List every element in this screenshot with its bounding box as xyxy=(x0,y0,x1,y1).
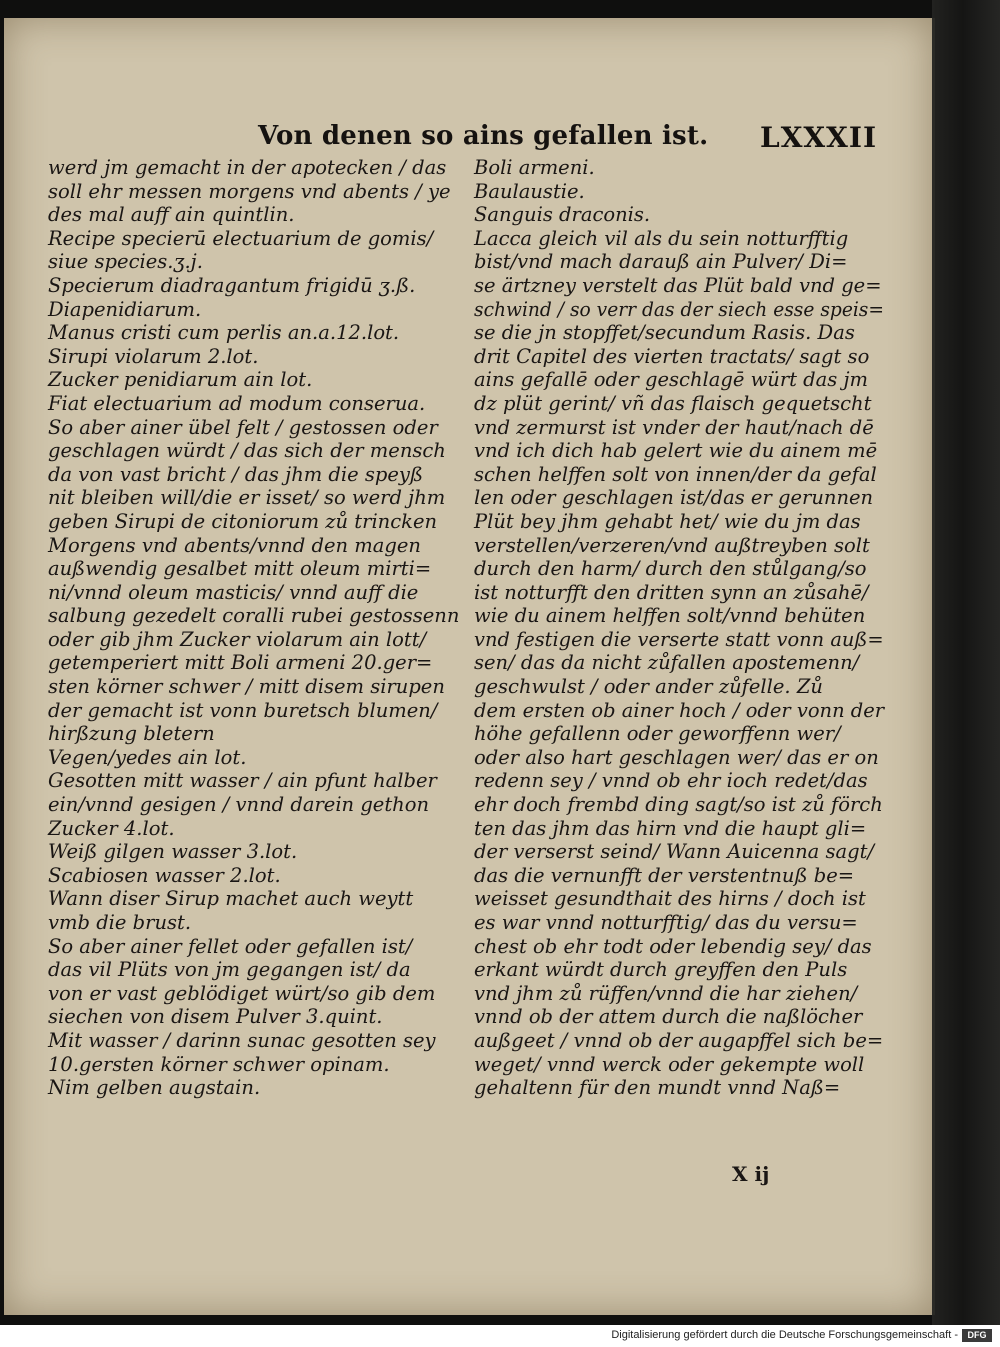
text-line: Weiß gilgen wasser 3.lot. xyxy=(48,840,298,864)
text-line: vnd festigen die verserte statt vonn auß= xyxy=(474,627,884,651)
text-line: Wann diser Sirup machet auch weytt xyxy=(48,887,414,911)
text-line: weisset gesundthait des hirns / doch ist xyxy=(474,887,866,911)
text-line: wie du ainem helffen solt/vnnd behüten xyxy=(474,604,866,628)
text-line: sten körner schwer / mitt disem sirupen xyxy=(48,675,445,699)
text-line: dem ersten ob ainer hoch / oder vonn der xyxy=(474,698,885,722)
text-line: vnd zermurst ist vnder der haut/nach dē xyxy=(474,415,874,439)
left-text-column xyxy=(48,156,462,1100)
text-line: ni/vnnd oleum masticis/ vnnd auff die xyxy=(48,580,419,604)
text-line: Sirupi violarum 2.lot. xyxy=(48,344,259,368)
text-line: vnd ich dich hab gelert wie du ainem mē xyxy=(474,439,878,463)
funding-credit: Digitalisierung gefördert durch die Deutsche Forschungsgemeinschaft - xyxy=(611,1329,958,1341)
text-line: hirßzung bletern xyxy=(48,722,215,746)
running-title: Von denen so ains gefallen ist. xyxy=(258,121,709,151)
text-line: nit bleiben will/die er isset/ so werd jhm xyxy=(48,486,446,510)
text-line: Baulaustie. xyxy=(474,179,585,203)
text-line: der gemacht ist vonn buretsch blumen/ xyxy=(48,698,438,722)
text-line: schen helffen solt von innen/der da gefal xyxy=(474,462,877,486)
text-line: geschlagen würdt / das sich der mensch xyxy=(48,439,446,463)
right-text-column xyxy=(474,156,884,1100)
text-line: drit Capitel des vierten tractats/ sagt so xyxy=(474,344,870,368)
book-spine xyxy=(932,0,1000,1325)
folio-number: LXXXII xyxy=(760,121,878,154)
text-line: von er vast geblödiget würt/so gib dem xyxy=(48,981,436,1005)
text-line: ains gefallē oder geschlagē würt das jm xyxy=(474,368,869,392)
text-line: durch den harm/ durch den stůlgang/so xyxy=(474,557,867,581)
text-line: das die vernunfft der verstentnuß be= xyxy=(474,863,855,887)
text-line: außwendig gesalbet mitt oleum mirti= xyxy=(48,557,432,581)
text-line: Boli armeni. xyxy=(474,156,595,179)
text-line: gehaltenn für den mundt vnnd Naß= xyxy=(474,1076,841,1100)
text-line: oder also hart geschlagen wer/ das er on xyxy=(474,745,879,769)
text-line: vnd jhm zů rüffen/vnnd die har ziehen/ xyxy=(474,981,858,1005)
text-line: So aber ainer fellet oder gefallen ist/ xyxy=(48,934,413,958)
text-line: außgeet / vnnd ob der augapffel sich be= xyxy=(474,1028,884,1052)
text-line: Scabiosen wasser 2.lot. xyxy=(48,863,281,887)
text-line: siechen von disem Pulver 3.quint. xyxy=(48,1005,383,1029)
text-line: ein/vnnd gesigen / vnnd darein gethon xyxy=(48,793,430,817)
text-line: chest ob ehr todt oder lebendig sey/ das xyxy=(474,934,872,958)
text-line: se die jn stopffet/secundum Rasis. Das xyxy=(474,321,855,345)
text-line: ist notturfft den dritten synn an zůsahē/ xyxy=(474,580,869,604)
text-line: siue species.ʒ.j. xyxy=(48,250,203,274)
text-line: So aber ainer übel felt / gestossen oder xyxy=(48,415,438,439)
text-line: höhe gefallenn oder geworffenn wer/ xyxy=(474,722,841,746)
text-line: da von vast bricht / das jhm die speyß xyxy=(48,462,423,486)
text-line: weget/ vnnd werck oder gekempte woll xyxy=(474,1052,865,1076)
text-line: Morgens vnd abents/vnnd den magen xyxy=(48,533,421,557)
text-line: vmb die brust. xyxy=(48,911,192,934)
text-line: Lacca gleich vil als du sein notturfftig xyxy=(474,226,849,250)
signature-mark: X ij xyxy=(732,1162,770,1186)
text-line: len oder geschlagen ist/das er gerunnen xyxy=(474,486,874,510)
text-line: se ärtzney verstelt das Plüt bald vnd ge= xyxy=(474,273,882,297)
text-line: Plüt bey jhm gehabt het/ wie du jm das xyxy=(474,509,861,533)
text-line: Nim gelben augstain. xyxy=(48,1076,261,1100)
text-line: geschwulst / oder ander zůfelle. Zů xyxy=(474,675,823,699)
text-line: ehr doch frembd ding sagt/so ist zů förch xyxy=(474,793,883,817)
text-line: soll ehr messen morgens vnd abents / ye xyxy=(48,179,451,203)
text-line: es war vnnd notturfftig/ das du versu= xyxy=(474,911,858,934)
dfg-logo: DFG xyxy=(962,1329,992,1342)
text-line: der verserst seind/ Wann Auicenna sagt/ xyxy=(474,840,875,864)
text-line: ten das jhm das hirn vnd die haupt gli= xyxy=(474,816,867,840)
text-line: Mit wasser / darinn sunac gesotten sey xyxy=(48,1028,436,1052)
text-line: 10.gersten körner schwer opinam. xyxy=(48,1052,390,1076)
text-line: getemperiert mitt Boli armeni 20.ger= xyxy=(48,651,433,675)
footer-bar xyxy=(0,1325,1000,1347)
text-line: das vil Plüts von jm gegangen ist/ da xyxy=(48,958,411,982)
text-line: oder gib jhm Zucker violarum ain lott/ xyxy=(48,627,427,651)
text-line: Diapenidiarum. xyxy=(48,297,202,321)
text-line: werd jm gemacht in der apotecken / das xyxy=(48,156,447,179)
text-line: Manus cristi cum perlis an.a.12.lot. xyxy=(48,321,400,345)
text-line: Specierum diadragantum frigidū ʒ.ß. xyxy=(48,273,416,297)
text-line: Gesotten mitt wasser / ain pfunt halber xyxy=(48,769,437,793)
text-line: sen/ das da nicht zůfallen apostemenn/ xyxy=(474,651,860,675)
text-line: salbung gezedelt coralli rubei gestossenn xyxy=(48,604,460,628)
text-line: verstellen/verzeren/vnd außtreyben solt xyxy=(474,533,870,557)
text-line: Recipe specierū electuarium de gomis/ xyxy=(48,226,434,250)
text-line: Vegen/yedes ain lot. xyxy=(48,745,247,769)
text-line: des mal auff ain quintlin. xyxy=(48,203,295,227)
text-line: redenn sey / vnnd ob ehr ioch redet/das xyxy=(474,769,868,793)
text-line: vnnd ob der attem durch die naßlöcher xyxy=(474,1005,863,1029)
text-line: erkant würdt durch greyffen den Puls xyxy=(474,958,848,982)
text-line: Zucker 4.lot. xyxy=(48,816,175,840)
text-line: bist/vnd mach darauß ain Pulver/ Di= xyxy=(474,250,848,274)
running-head xyxy=(258,121,888,157)
text-line: Fiat electuarium ad modum conserua. xyxy=(48,391,426,415)
text-line: Zucker penidiarum ain lot. xyxy=(48,368,313,392)
text-line: schwind / so verr das der siech esse speis= xyxy=(474,297,884,321)
text-line: Sanguis draconis. xyxy=(474,203,651,227)
text-line: dz plüt gerint/ vñ das flaisch gequetscht xyxy=(474,391,872,415)
text-line: geben Sirupi de citoniorum zů trincken xyxy=(48,509,438,533)
